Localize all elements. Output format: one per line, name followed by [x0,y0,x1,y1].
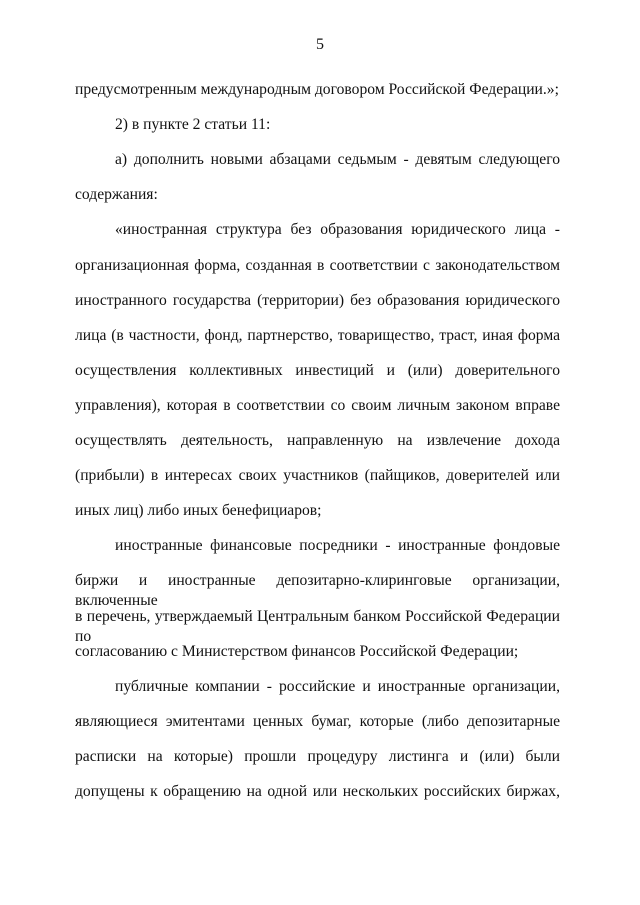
text-line: «иностранная структура без образования юридического лица - [115,221,560,239]
text-line: иных лиц) либо иных бенефициаров; [75,502,322,520]
text-line: предусмотренным международным договором Российской Федерации.»; [75,81,559,98]
text-line: допущены к обращению на одной или нескольких российских биржах, [75,783,560,800]
text-line: иностранного государства (территории) без образования юридического [75,291,560,309]
text-line: биржи и иностранные депозитарно-клиринговые организации, включенные [75,572,560,610]
page-number: 5 [316,36,324,53]
text-line: 2) в пункте 2 статьи 11: [115,116,271,134]
text-line: расписки на которые) прошли процедуру листинга и (или) были [75,747,560,765]
text-line: содержания: [75,186,158,204]
text-line: управления), которая в соответствии со своим личным законом вправе [75,396,560,414]
text-line: публичные компании - российские и иностранные организации, [115,677,560,695]
text-line: осуществления коллективных инвестиций и (или) доверительного [75,361,560,379]
text-line: согласованию с Министерством финансов Российской Федерации; [75,642,519,660]
text-line: в перечень, утверждаемый Центральным банком Российской Федерации по [75,607,560,645]
text-line: лица (в частности, фонд, партнерство, товарищество, траст, иная форма [75,326,560,344]
text-line: осуществлять деятельность, направленную на извлечение дохода [75,432,560,449]
text-line: организационная форма, созданная в соответствии с законодательством [75,256,560,274]
text-line: (прибыли) в интересах своих участников (пайщиков, доверителей или [75,467,560,485]
text-line: а) дополнить новыми абзацами седьмым - девятым следующего [115,151,560,169]
text-line: иностранные финансовые посредники - иностранные фондовые [115,537,560,555]
text-line: являющиеся эмитентами ценных бумаг, которые (либо депозитарные [75,712,560,730]
